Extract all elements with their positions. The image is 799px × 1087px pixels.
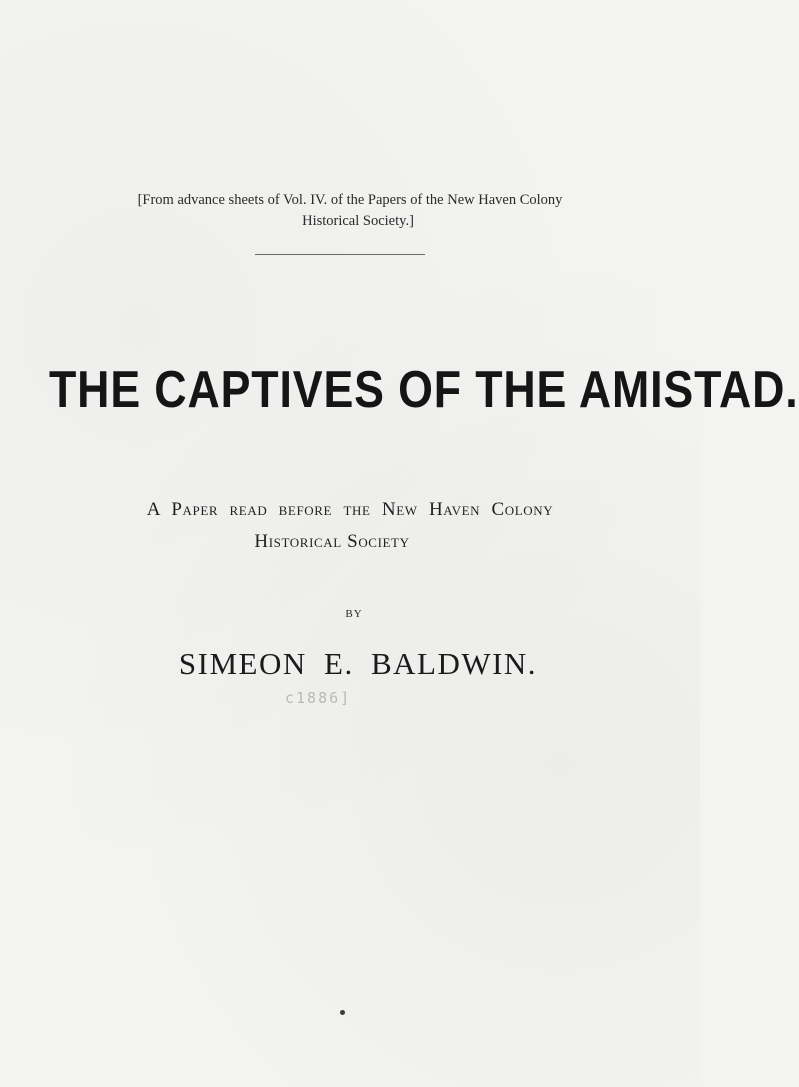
by-label: BY [345, 608, 363, 620]
subtitle [0, 494, 700, 558]
source-note-line-1: [From advance sheets of Vol. IV. of the Papers of the New Haven Colony [137, 192, 563, 208]
ink-speck [340, 1010, 345, 1015]
author-name: SIMEON E. BALDWIN. [178, 646, 538, 681]
handwritten-date-annotation: c1886] [285, 689, 352, 707]
page-title: THE CAPTIVES OF THE AMISTAD. [49, 361, 799, 419]
subtitle-line-2: Historical Society [254, 531, 410, 552]
subtitle-line-1: A Paper read before the New Haven Colony [146, 499, 554, 520]
source-note [0, 190, 700, 232]
source-note-line-2: Historical Society.] [302, 213, 414, 229]
horizontal-rule [255, 254, 425, 255]
